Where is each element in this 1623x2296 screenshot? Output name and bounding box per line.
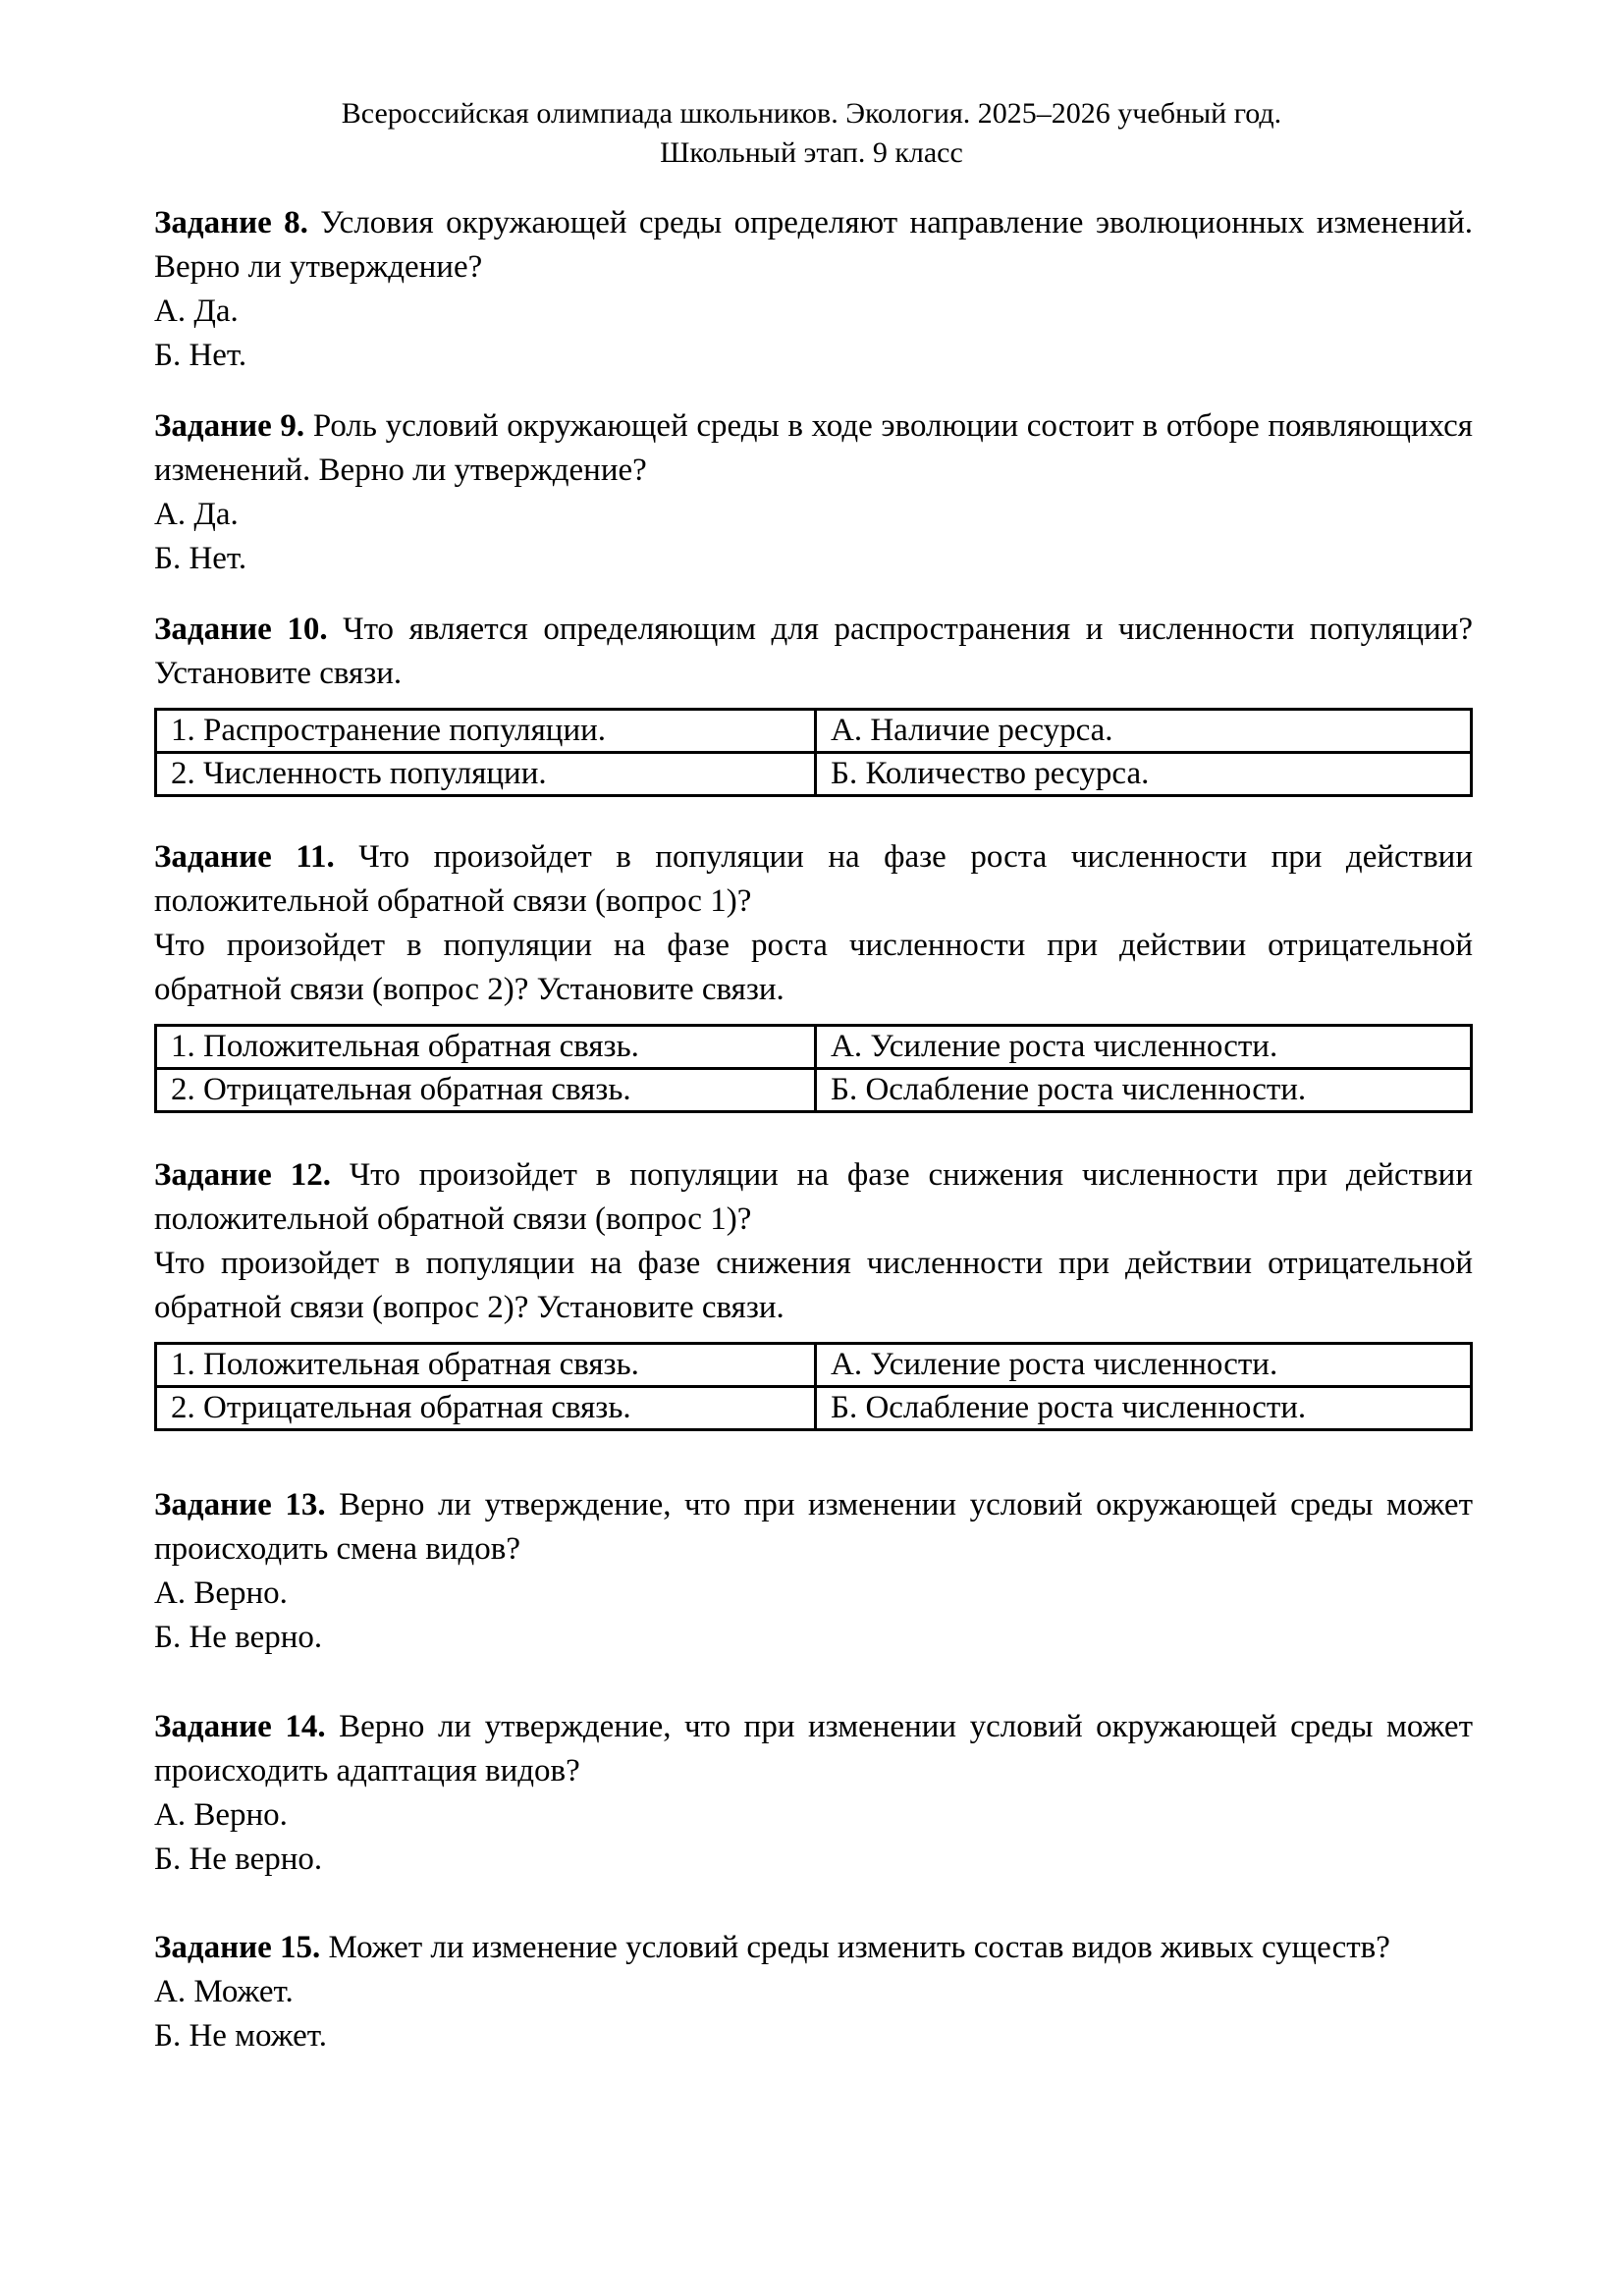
task-question-text: Что является определяющим для распространения и численности популяции? Установите связи. <box>154 612 1473 691</box>
task-number: Задание 12. <box>154 1157 331 1193</box>
answer-option: А. Да. <box>154 294 239 329</box>
task-12 <box>154 1153 1473 1431</box>
task-question-text: Что произойдет в популяции на фазе роста численности при действии положительной обратной связи (вопрос 1)? <box>154 839 1473 919</box>
answer-option: Б. Не верно. <box>154 1842 323 1877</box>
answer-option: Б. Не верно. <box>154 1620 323 1655</box>
table-row <box>156 1344 1472 1387</box>
answer-option: Б. Нет. <box>154 541 247 576</box>
task-question <box>154 1483 1473 1572</box>
task-15 <box>154 1926 1473 2058</box>
task-8 <box>154 201 1473 378</box>
answer-option: А. Верно. <box>154 1575 288 1611</box>
table-cell-right: А. Усиление роста численности. <box>816 1344 1472 1387</box>
task-question-2: Что произойдет в популяции на фазе снижения численности при действии отрицательной обратной связи (вопрос 2)? Установите связи. <box>154 1246 1473 1325</box>
table-cell-right: А. Наличие ресурса. <box>816 710 1472 753</box>
matching-table <box>154 1024 1473 1113</box>
matching-table <box>154 1342 1473 1431</box>
task-question <box>154 1153 1473 1242</box>
task-number: Задание 9. <box>154 408 305 444</box>
task-question <box>154 1705 1473 1793</box>
matching-table <box>154 708 1473 797</box>
task-question <box>154 201 1473 290</box>
table-cell-left: 1. Положительная обратная связь. <box>156 1026 816 1069</box>
task-14 <box>154 1705 1473 1882</box>
task-number: Задание 10. <box>154 612 328 647</box>
task-question <box>154 835 1473 924</box>
header-title: Всероссийская олимпиада школьников. Экология. 2025–2026 учебный год. <box>341 97 1282 130</box>
task-question-text: Условия окружающей среды определяют направление эволюционных изменений. Верно ли утверждение? <box>154 205 1473 285</box>
task-number: Задание 8. <box>154 205 308 240</box>
page-header <box>0 94 1623 173</box>
table-cell-left: 2. Отрицательная обратная связь. <box>156 1069 816 1112</box>
task-question-text: Роль условий окружающей среды в ходе эволюции состоит в отборе появляющихся изменений. Верно ли утверждение? <box>154 408 1473 488</box>
task-number: Задание 14. <box>154 1709 326 1744</box>
task-number: Задание 11. <box>154 839 335 875</box>
task-9 <box>154 404 1473 581</box>
table-cell-left: 2. Численность популяции. <box>156 753 816 796</box>
table-cell-right: Б. Количество ресурса. <box>816 753 1472 796</box>
task-number: Задание 15. <box>154 1930 321 1965</box>
answer-option: Б. Нет. <box>154 338 247 373</box>
header-subtitle: Школьный этап. 9 класс <box>660 136 963 169</box>
task-question-text: Что произойдет в популяции на фазе снижения численности при действии положительной обратной связи (вопрос 1)? <box>154 1157 1473 1237</box>
answer-option: А. Может. <box>154 1974 294 2009</box>
task-question <box>154 404 1473 493</box>
task-question-text: Может ли изменение условий среды изменить состав видов живых существ? <box>320 1930 1390 1965</box>
table-row <box>156 1026 1472 1069</box>
table-row <box>156 1069 1472 1112</box>
task-question-2: Что произойдет в популяции на фазе роста численности при действии отрицательной обратной связи (вопрос 2)? Установите связи. <box>154 928 1473 1007</box>
task-13 <box>154 1483 1473 1660</box>
table-cell-left: 1. Распространение популяции. <box>156 710 816 753</box>
task-10 <box>154 608 1473 797</box>
table-cell-right: Б. Ослабление роста численности. <box>816 1069 1472 1112</box>
table-cell-left: 1. Положительная обратная связь. <box>156 1344 816 1387</box>
task-question-text: Верно ли утверждение, что при изменении условий окружающей среды может происходить адаптация видов? <box>154 1709 1473 1789</box>
table-cell-right: А. Усиление роста численности. <box>816 1026 1472 1069</box>
table-cell-right: Б. Ослабление роста численности. <box>816 1387 1472 1430</box>
table-cell-left: 2. Отрицательная обратная связь. <box>156 1387 816 1430</box>
answer-option: А. Верно. <box>154 1797 288 1833</box>
task-11 <box>154 835 1473 1113</box>
table-row <box>156 710 1472 753</box>
table-row <box>156 1387 1472 1430</box>
task-question-text: Верно ли утверждение, что при изменении условий окружающей среды может происходить смена видов? <box>154 1487 1473 1567</box>
task-question <box>154 608 1473 696</box>
task-question <box>154 1926 1473 1970</box>
answer-option: А. Да. <box>154 497 239 532</box>
task-number: Задание 13. <box>154 1487 326 1522</box>
answer-option: Б. Не может. <box>154 2018 327 2054</box>
table-row <box>156 753 1472 796</box>
